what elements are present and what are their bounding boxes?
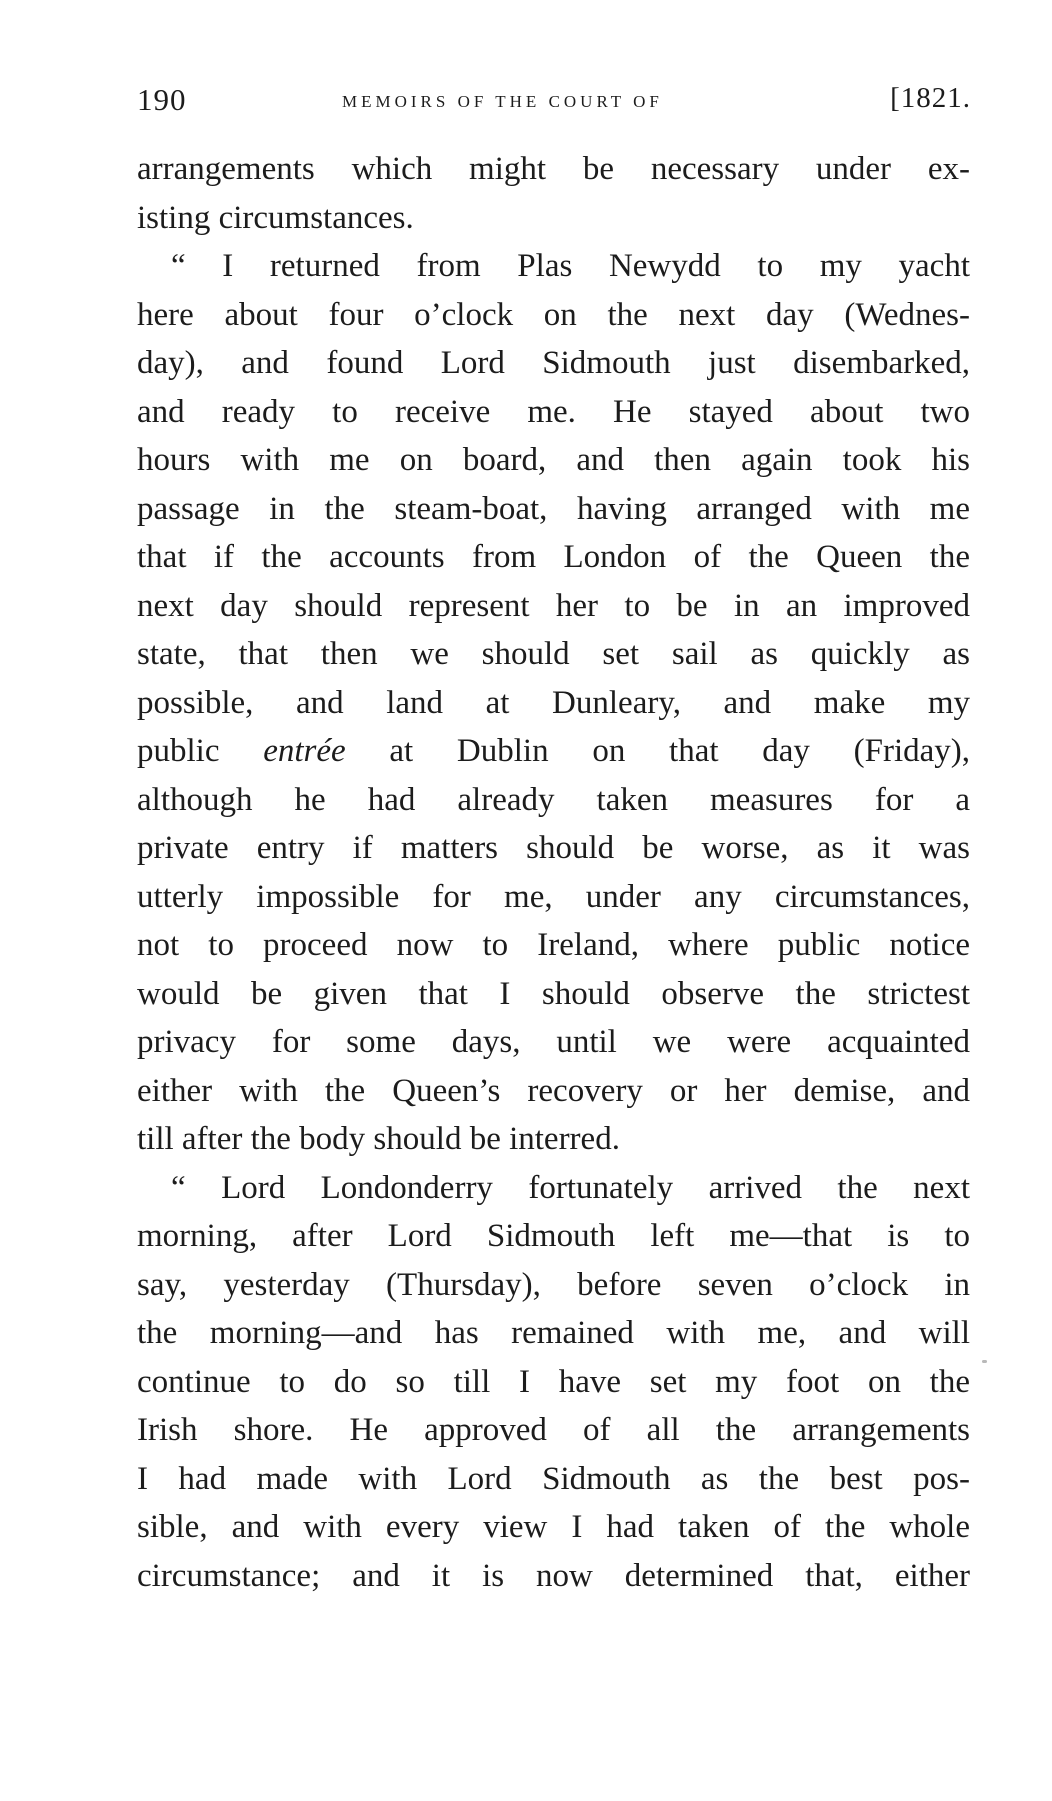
text-line: state, that then we should set sail as quickly as	[137, 636, 970, 672]
text-line: private entry if matters should be worse, as it was	[137, 830, 970, 866]
body-text	[137, 145, 970, 1600]
text-line: not to proceed now to Ireland, where public notice	[137, 927, 970, 963]
text-line: morning, after Lord Sidmouth left me—that is to	[137, 1218, 970, 1254]
text-line: although he had already taken measures for a	[137, 781, 970, 818]
text-line: that if the accounts from London of the Queen the	[137, 539, 970, 575]
text-line: day), and found Lord Sidmouth just disembarked,	[137, 345, 970, 381]
text-line: till after the body should be interred.	[137, 1121, 620, 1157]
italic-word-entree: entrée	[263, 733, 346, 769]
text-line: sible, and with every view I had taken of the whole	[137, 1509, 970, 1545]
text-line: utterly impossible for me, under any circumstances,	[137, 878, 970, 915]
text-segment: at Dublin on that day (Friday),	[345, 733, 970, 769]
text-line: and ready to receive me. He stayed about two	[137, 393, 970, 430]
page-number: 190	[137, 82, 187, 117]
text-line: the morning—and has remained with me, and will	[137, 1315, 970, 1351]
text-line: “ I returned from Plas Newydd to my yacht	[171, 248, 970, 284]
text-line: circumstance; and it is now determined that, either	[137, 1557, 970, 1594]
text-line: hours with me on board, and then again took his	[137, 442, 970, 478]
running-head: MEMOIRS OF THE COURT OF	[342, 92, 663, 111]
text-line: I had made with Lord Sidmouth as the best pos-	[137, 1460, 970, 1497]
text-line: isting circumstances.	[137, 199, 414, 236]
text-line: “ Lord Londonderry fortunately arrived the next	[171, 1169, 970, 1206]
text-line: privacy for some days, until we were acquainted	[137, 1024, 970, 1060]
header-year: [1821.	[890, 82, 971, 114]
text-line-with-italic	[137, 727, 970, 776]
text-line: here about four o’clock on the next day (Wednes-	[137, 296, 970, 333]
text-line: arrangements which might be necessary under ex-	[137, 151, 970, 187]
text-segment: public	[137, 733, 264, 769]
scan-speck	[982, 1360, 987, 1363]
text-line: possible, and land at Dunleary, and make my	[137, 684, 970, 721]
text-line: say, yesterday (Thursday), before seven o’clock in	[137, 1266, 970, 1303]
text-line: Irish shore. He approved of all the arrangements	[137, 1412, 970, 1448]
text-line: continue to do so till I have set my foot on the	[137, 1363, 970, 1400]
text-line: either with the Queen’s recovery or her demise, and	[137, 1072, 970, 1109]
page-header	[137, 82, 977, 122]
text-line: would be given that I should observe the strictest	[137, 975, 970, 1012]
text-line: passage in the steam-boat, having arranged with me	[137, 490, 970, 527]
text-line: next day should represent her to be in an improved	[137, 587, 970, 624]
